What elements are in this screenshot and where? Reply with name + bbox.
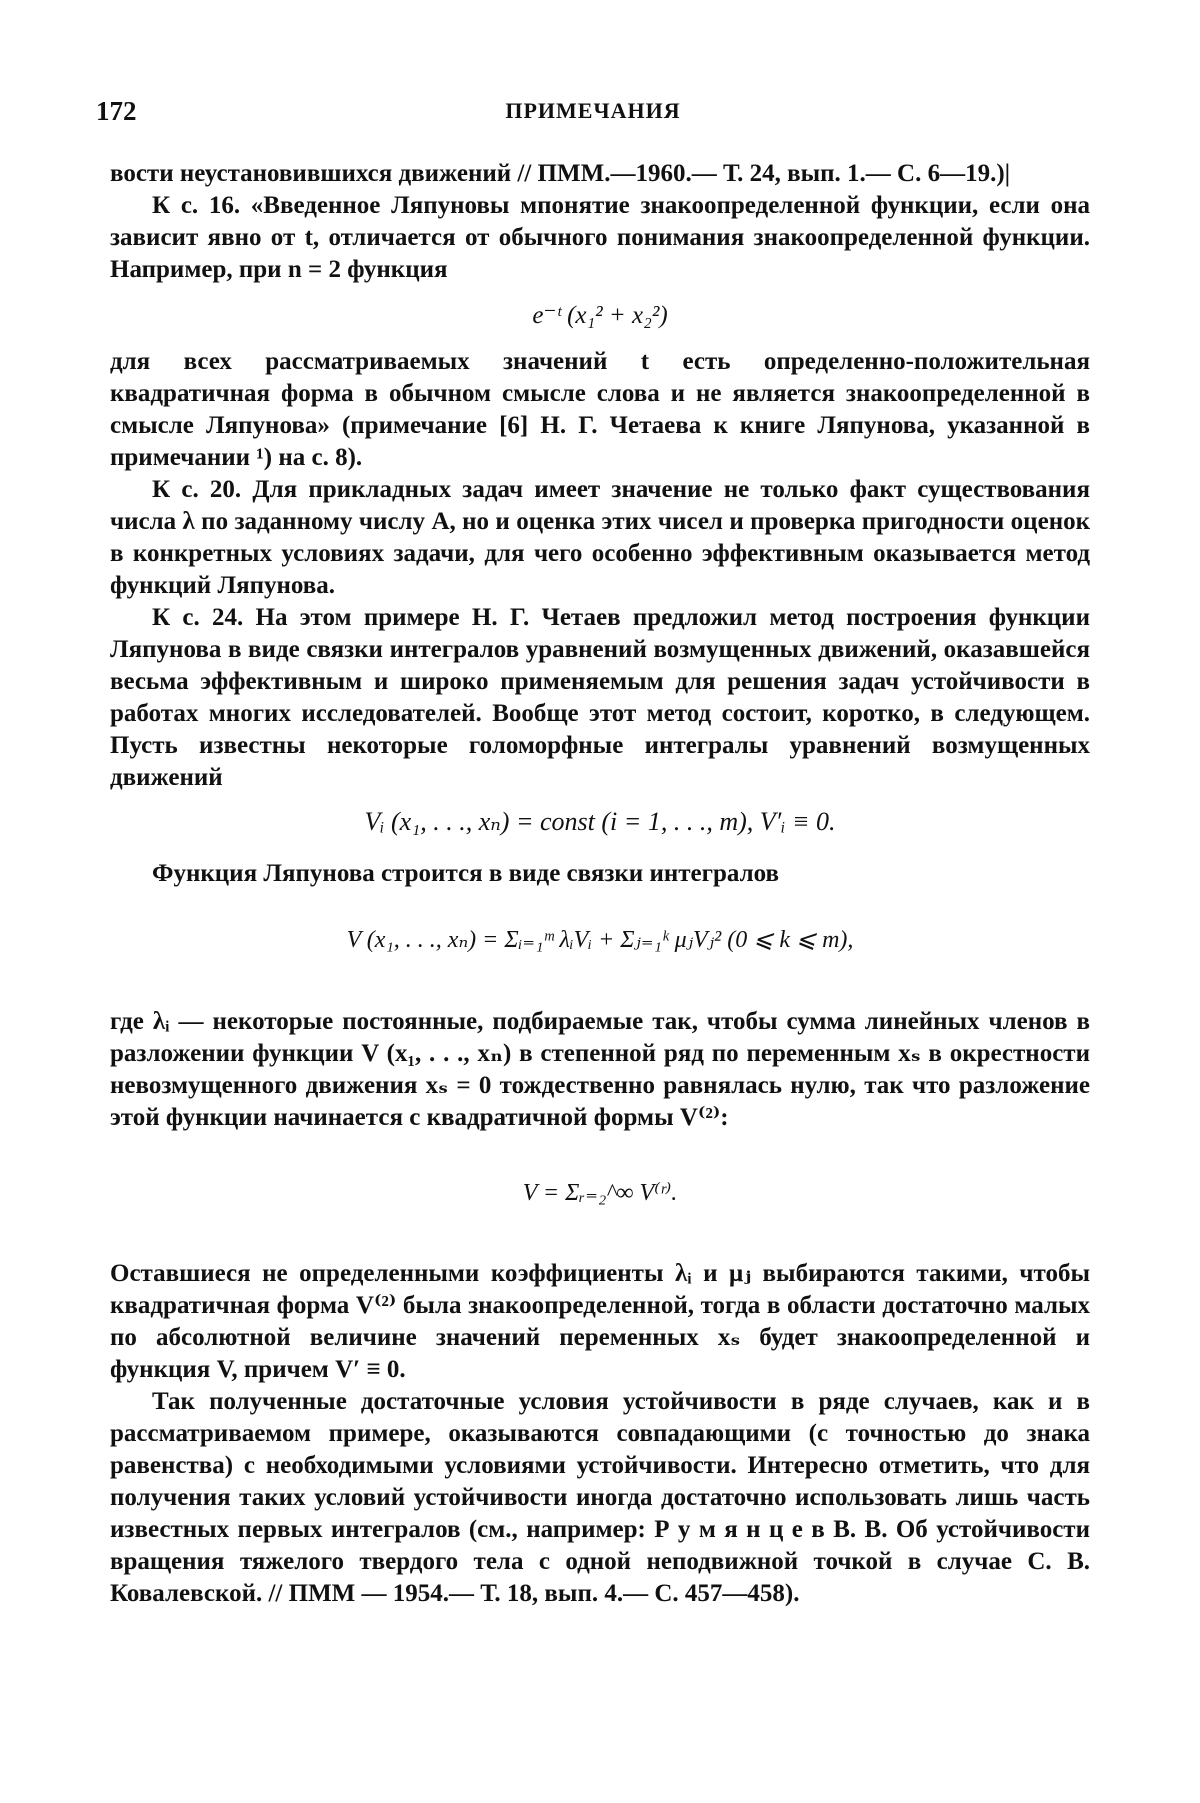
paragraph-lambda: где λᵢ — некоторые постоянные, подбираемые так, чтобы сумма линейных членов в разложении функции V (x₁, . . ., xₙ) в степенной ряд по переменным xₛ в окрестности невозмущенного движения xₛ = 0 тождественно равнялась нулю, так что разложение этой функции начинается с квадратичной формы V⁽²⁾: xyxy=(110,1008,1090,1131)
note-p24: К с. 24. На этом примере Н. Г. Четаев предложил метод построения функции Ляпунова в виде связки интегралов уравнений возмущенных движений, оказавшейся весьма эффективным и широко применяемым для решения задач устойчивости в работах многих исследователей. Вообще этот метод состоит, коротко, в следующем. Пусть известны некоторые голоморфные интегралы уравнений возмущенных движений xyxy=(110,604,1090,791)
page-number: 172 xyxy=(96,96,137,126)
formula-series: V = Σᵣ₌₂^∞ V⁽ʳ⁾. xyxy=(522,1180,678,1206)
paragraph-continuation: вости неустановившихся движений // ПММ.—1960.— Т. 24, вып. 1.— С. 6—19.)| xyxy=(110,160,1011,187)
formula-bundle: V (x₁, . . ., xₙ) = Σᵢ₌₁ᵐ λᵢVᵢ + Σⱼ₌₁ᵏ μⱼVⱼ² (0 ⩽ k ⩽ m), xyxy=(346,927,854,953)
paragraph-sufficient-conditions: Так полученные достаточные условия устойчивости в ряде случаев, как и в рассматриваемом примере, оказываются совпадающими (с точностью до знака равенства) с необходимыми условиями устойчивости. Интересно отметить, что для получения таких условий устойчивости иногда достаточно использовать лишь часть известных первых интегралов (см., например: Р у м я н ц е в В. В. Об устойчивости вращения тяжелого твердого тела с одной неподвижной точкой в случае С. В. Ковалевской. // ПММ — 1954.— Т. 18, вып. 4.— С. 457—458). xyxy=(110,1388,1090,1607)
note-p20: К с. 20. Для прикладных задач имеет значение не только факт существования числа λ по заданному числу A, но и оценка этих чисел и проверка пригодности оценок в конкретных условиях задачи, для чего особенно эффективным оказывается метод функций Ляпунова. xyxy=(110,476,1090,599)
paragraph-coefficients: Оставшиеся не определенными коэффициенты λᵢ и μⱼ выбираются такими, чтобы квадратичная форма V⁽²⁾ была знакоопределенной, тогда в области достаточно малых по абсолютной величине значений переменных xₛ будет знакоопределенной и функция V, причем V′ ≡ 0. xyxy=(110,1260,1090,1383)
page-body xyxy=(110,158,1090,1610)
page-header xyxy=(96,96,1090,130)
paragraph-lyapunov-function: Функция Ляпунова строится в виде связки интегралов xyxy=(152,860,780,887)
formula-exponential: e⁻ᵗ (x₁² + x₂²) xyxy=(532,302,668,329)
running-title: ПРИМЕЧАНИЯ xyxy=(505,98,681,123)
formula-integrals: Vᵢ (x₁, . . ., xₙ) = const (i = 1, . . ., m), V′ᵢ ≡ 0. xyxy=(364,807,836,836)
paragraph-lyapunov-quote: для всех рассматриваемых значений t есть определенно-положительная квадратичная форма в обычном смысле слова и не является знакоопределенной в смысле Ляпунова» (примечание [6] Н. Г. Четаева к книге Ляпунова, указанной в примечании ¹) на с. 8). xyxy=(110,348,1090,471)
note-p16: К с. 16. «Введенное Ляпуновы мпонятие знакоопределенной функции, если она зависит явно от t, отличается от обычного понимания знакоопределенной функции. Например, при n = 2 функция xyxy=(110,192,1090,283)
